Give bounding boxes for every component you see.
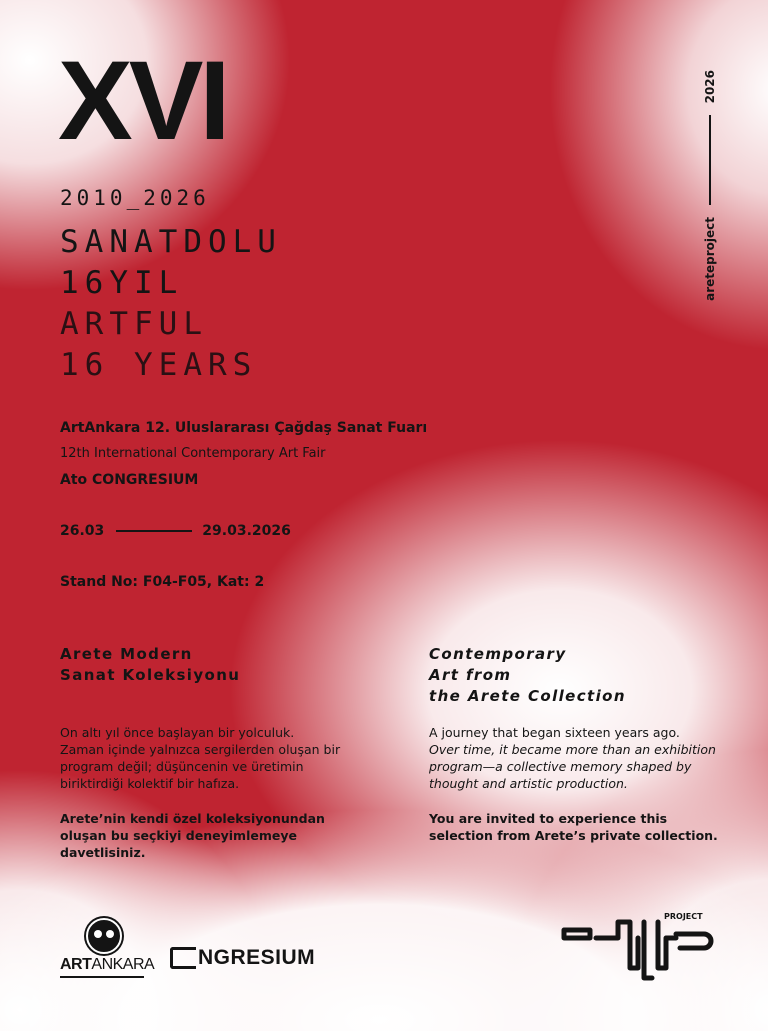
english-invitation: You are invited to experience this selection from Arete’s private collection.: [429, 811, 718, 843]
owl-left-eye: [94, 930, 102, 938]
headline-16yil: 16YIL: [60, 265, 184, 301]
english-heading-line-3: the Arete Collection: [429, 687, 626, 705]
congresium-wordmark: NGRESIUM: [198, 946, 316, 969]
turkish-invitation: Arete’nin kendi özel koleksiyonundan oluşan bu seçkiyi deneyimlemeye davetlisiniz.: [60, 811, 325, 860]
venue: Ato CONGRESIUM: [60, 472, 199, 488]
congresium-logo: [170, 946, 315, 970]
headline-artful: ARTFUL: [60, 306, 208, 342]
year-end: 2026: [143, 186, 210, 210]
year-separator: _: [126, 186, 144, 210]
artankara-ankara: ANKARA: [91, 956, 155, 973]
headline-sanatdolu: SANATDOLU: [60, 224, 282, 260]
turkish-heading-line-1: Arete Modern: [60, 645, 193, 663]
turkish-heading-line-2: Sanat Koleksiyonu: [60, 666, 241, 684]
arete-project-label: PROJECT: [664, 912, 703, 921]
roman-numeral-title: XVI: [58, 38, 227, 163]
year-start: 2010: [60, 186, 127, 210]
turkish-paragraph-2: Zaman içinde yalnızca sergilerden oluşan bir program değil; düşüncenin ve üretimin biriktirdiği kolektif bir hafıza.: [60, 742, 341, 791]
side-year: 2026: [703, 70, 717, 104]
fair-title: ArtAnkara 12. Uluslararası Çağdaş Sanat Fuarı: [60, 420, 428, 436]
side-divider: [709, 115, 711, 205]
fair-subtitle: 12th International Contemporary Art Fair: [60, 446, 326, 461]
english-heading-line-1: Contemporary: [429, 645, 567, 663]
arete-monogram-icon: [560, 908, 720, 984]
headline-16-years: 16 YEARS: [60, 347, 258, 383]
owl-icon: [86, 918, 122, 954]
date-start: 26.03: [60, 523, 105, 539]
congresium-co-icon: [170, 947, 196, 969]
arete-project-logo: [560, 908, 720, 984]
artankara-logo: [60, 918, 155, 980]
artankara-underline: [60, 976, 144, 978]
side-label: [700, 70, 720, 301]
stand-info: Stand No: F04-F05, Kat: 2: [60, 574, 265, 590]
english-paragraph-2: Over time, it became more than an exhibition program—a collective memory shaped by thought and artistic production.: [429, 742, 716, 791]
year-range: [60, 186, 210, 210]
english-heading: [429, 644, 626, 707]
artankara-art: ART: [60, 956, 92, 973]
date-end: 29.03.2026: [202, 523, 291, 539]
date-range: [60, 523, 291, 539]
english-paragraph-1: A journey that began sixteen years ago.: [429, 725, 680, 740]
side-brand: areteproject: [703, 217, 717, 302]
turkish-paragraph-1: On altı yıl önce başlayan bir yolculuk.: [60, 725, 295, 740]
artankara-wordmark: [60, 956, 154, 974]
owl-right-eye: [106, 930, 114, 938]
date-divider: [116, 530, 192, 532]
english-heading-line-2: Art from: [429, 666, 512, 684]
turkish-heading: [60, 644, 240, 686]
